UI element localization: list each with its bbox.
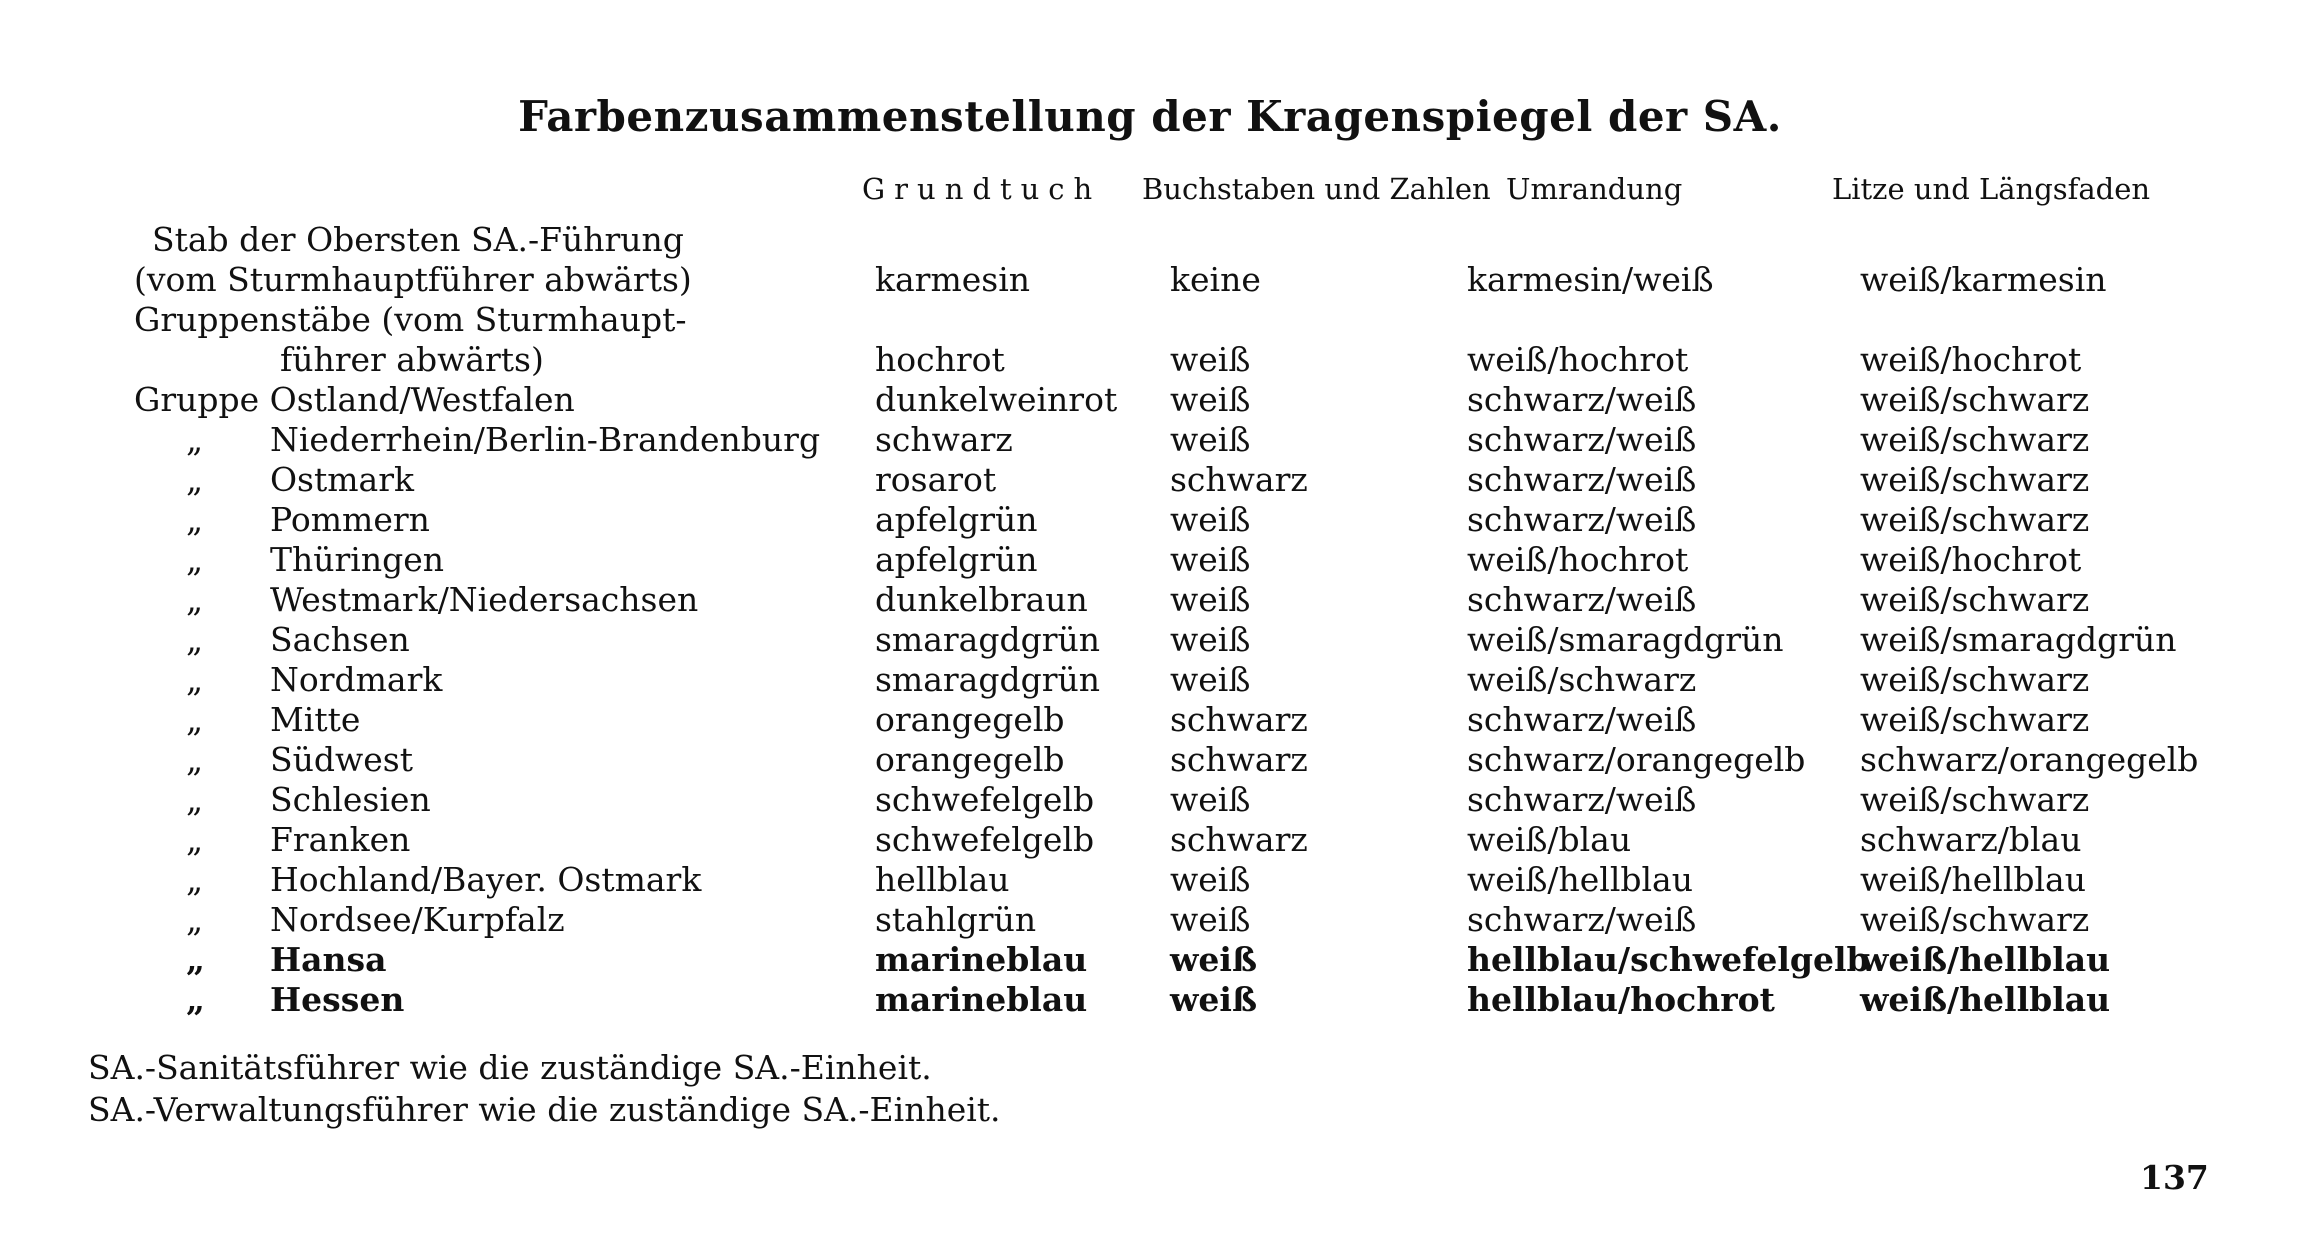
table-row <box>0 860 2300 900</box>
cell-buchstaben: weiß <box>1170 500 1251 539</box>
cell-grundtuch: marineblau <box>875 940 1088 979</box>
table-row <box>0 540 2300 580</box>
cell-umrandung: schwarz/weiß <box>1467 500 1697 539</box>
ditto-mark: „ <box>186 740 204 779</box>
cell-litze: weiß/schwarz <box>1860 380 2090 419</box>
cell-buchstaben: weiß <box>1170 940 1258 979</box>
cell-buchstaben: schwarz <box>1170 700 1308 739</box>
cell-grundtuch: dunkelweinrot <box>875 380 1118 419</box>
cell-buchstaben: schwarz <box>1170 740 1308 779</box>
ditto-mark: „ <box>186 900 204 939</box>
table-row <box>0 900 2300 940</box>
row-label: führer abwärts) <box>280 340 544 379</box>
cell-grundtuch: schwefelgelb <box>875 780 1095 819</box>
cell-litze: weiß/schwarz <box>1860 900 2090 939</box>
cell-buchstaben: schwarz <box>1170 460 1308 499</box>
cell-grundtuch: hellblau <box>875 860 1010 899</box>
footer-note: SA.-Sanitätsführer wie die zuständige SA.-Einheit. <box>88 1048 932 1087</box>
cell-litze: weiß/smaragdgrün <box>1860 620 2177 659</box>
cell-litze: schwarz/orangegelb <box>1860 740 2199 779</box>
row-label: Gruppe Ostland/Westfalen <box>134 380 575 419</box>
cell-umrandung: weiß/hochrot <box>1467 540 1689 579</box>
cell-buchstaben: weiß <box>1170 380 1251 419</box>
ditto-mark: „ <box>186 700 204 739</box>
ditto-mark: „ <box>186 540 204 579</box>
group-name: Hochland/Bayer. Ostmark <box>270 860 702 899</box>
cell-litze: weiß/schwarz <box>1860 780 2090 819</box>
cell-umrandung: weiß/schwarz <box>1467 660 1697 699</box>
ditto-mark: „ <box>186 820 204 859</box>
cell-grundtuch: marineblau <box>875 980 1088 1019</box>
cell-umrandung: schwarz/weiß <box>1467 380 1697 419</box>
ditto-mark: „ <box>186 940 205 979</box>
cell-umrandung: schwarz/weiß <box>1467 420 1697 459</box>
cell-buchstaben: weiß <box>1170 980 1258 1019</box>
cell-umrandung: schwarz/weiß <box>1467 700 1697 739</box>
column-header-litze: Litze und Längsfaden <box>1832 172 2151 206</box>
cell-litze: schwarz/blau <box>1860 820 2082 859</box>
cell-litze: weiß/schwarz <box>1860 500 2090 539</box>
group-name: Hessen <box>270 980 405 1019</box>
ditto-mark: „ <box>186 860 204 899</box>
group-name: Mitte <box>270 700 361 739</box>
group-name: Südwest <box>270 740 413 779</box>
table-row <box>0 300 2300 340</box>
cell-buchstaben: schwarz <box>1170 820 1308 859</box>
table-row <box>0 820 2300 860</box>
group-name: Franken <box>270 820 411 859</box>
cell-umrandung: schwarz/weiß <box>1467 460 1697 499</box>
cell-buchstaben: weiß <box>1170 620 1251 659</box>
cell-grundtuch: schwarz <box>875 420 1013 459</box>
table-row <box>0 260 2300 300</box>
cell-buchstaben: weiß <box>1170 420 1251 459</box>
cell-litze: weiß/schwarz <box>1860 460 2090 499</box>
table-row <box>0 220 2300 260</box>
table-row <box>0 380 2300 420</box>
cell-buchstaben: keine <box>1170 260 1261 299</box>
cell-umrandung: schwarz/weiß <box>1467 580 1697 619</box>
page-title: Farbenzusammenstellung der Kragenspiegel der SA. <box>518 92 1782 141</box>
cell-litze: weiß/schwarz <box>1860 660 2090 699</box>
cell-umrandung: hellblau/schwefelgelb <box>1467 940 1870 979</box>
column-header-buchstaben: Buchstaben und Zahlen <box>1142 172 1491 206</box>
group-name: Sachsen <box>270 620 410 659</box>
cell-grundtuch: dunkelbraun <box>875 580 1088 619</box>
column-header-grundtuch: Grundtuch <box>862 172 1102 206</box>
column-header-umrandung: Umrandung <box>1506 172 1683 206</box>
cell-umrandung: hellblau/hochrot <box>1467 980 1775 1019</box>
ditto-mark: „ <box>186 500 204 539</box>
ditto-mark: „ <box>186 620 204 659</box>
group-name: Thüringen <box>270 540 445 579</box>
cell-buchstaben: weiß <box>1170 900 1251 939</box>
table-row <box>0 340 2300 380</box>
cell-umrandung: weiß/hellblau <box>1467 860 1693 899</box>
cell-litze: weiß/hochrot <box>1860 340 2082 379</box>
table-row <box>0 660 2300 700</box>
group-name: Nordsee/Kurpfalz <box>270 900 565 939</box>
table-row <box>0 780 2300 820</box>
cell-buchstaben: weiß <box>1170 340 1251 379</box>
cell-grundtuch: karmesin <box>875 260 1031 299</box>
table-row <box>0 500 2300 540</box>
row-label: Gruppenstäbe (vom Sturmhaupt- <box>134 300 687 339</box>
cell-litze: weiß/hellblau <box>1860 980 2111 1019</box>
group-name: Niederrhein/Berlin-Brandenburg <box>270 420 821 459</box>
footer-note: SA.-Verwaltungsführer wie die zuständige SA.-Einheit. <box>88 1090 1001 1129</box>
group-name: Hansa <box>270 940 387 979</box>
group-name: Westmark/Niedersachsen <box>270 580 699 619</box>
group-name: Ostmark <box>270 460 414 499</box>
ditto-mark: „ <box>186 420 204 459</box>
ditto-mark: „ <box>186 980 205 1019</box>
cell-umrandung: schwarz/weiß <box>1467 900 1697 939</box>
group-name: Schlesien <box>270 780 431 819</box>
cell-buchstaben: weiß <box>1170 660 1251 699</box>
cell-umrandung: weiß/hochrot <box>1467 340 1689 379</box>
cell-buchstaben: weiß <box>1170 780 1251 819</box>
cell-buchstaben: weiß <box>1170 540 1251 579</box>
cell-litze: weiß/karmesin <box>1860 260 2107 299</box>
cell-umrandung: karmesin/weiß <box>1467 260 1714 299</box>
cell-umrandung: schwarz/weiß <box>1467 780 1697 819</box>
cell-litze: weiß/schwarz <box>1860 420 2090 459</box>
table-row <box>0 740 2300 780</box>
ditto-mark: „ <box>186 460 204 499</box>
cell-grundtuch: orangegelb <box>875 740 1065 779</box>
table-row <box>0 460 2300 500</box>
row-label: (vom Sturmhauptführer abwärts) <box>134 260 692 299</box>
group-name: Nordmark <box>270 660 443 699</box>
cell-grundtuch: apfelgrün <box>875 500 1038 539</box>
table-row <box>0 580 2300 620</box>
table-row <box>0 620 2300 660</box>
cell-umrandung: weiß/blau <box>1467 820 1632 859</box>
cell-litze: weiß/hellblau <box>1860 940 2111 979</box>
table-row <box>0 980 2300 1020</box>
cell-litze: weiß/hellblau <box>1860 860 2086 899</box>
cell-grundtuch: apfelgrün <box>875 540 1038 579</box>
cell-grundtuch: hochrot <box>875 340 1005 379</box>
ditto-mark: „ <box>186 660 204 699</box>
ditto-mark: „ <box>186 780 204 819</box>
cell-litze: weiß/schwarz <box>1860 580 2090 619</box>
cell-grundtuch: rosarot <box>875 460 997 499</box>
page-number: 137 <box>2140 1158 2209 1197</box>
group-name: Pommern <box>270 500 430 539</box>
cell-grundtuch: schwefelgelb <box>875 820 1095 859</box>
row-label: Stab der Obersten SA.-Führung <box>152 220 684 259</box>
cell-umrandung: weiß/smaragdgrün <box>1467 620 1784 659</box>
cell-buchstaben: weiß <box>1170 860 1251 899</box>
table-row <box>0 700 2300 740</box>
ditto-mark: „ <box>186 580 204 619</box>
cell-grundtuch: stahlgrün <box>875 900 1037 939</box>
table-row <box>0 940 2300 980</box>
table-row <box>0 420 2300 460</box>
cell-grundtuch: smaragdgrün <box>875 660 1101 699</box>
cell-grundtuch: smaragdgrün <box>875 620 1101 659</box>
cell-litze: weiß/schwarz <box>1860 700 2090 739</box>
cell-buchstaben: weiß <box>1170 580 1251 619</box>
cell-grundtuch: orangegelb <box>875 700 1065 739</box>
cell-litze: weiß/hochrot <box>1860 540 2082 579</box>
cell-umrandung: schwarz/orangegelb <box>1467 740 1806 779</box>
